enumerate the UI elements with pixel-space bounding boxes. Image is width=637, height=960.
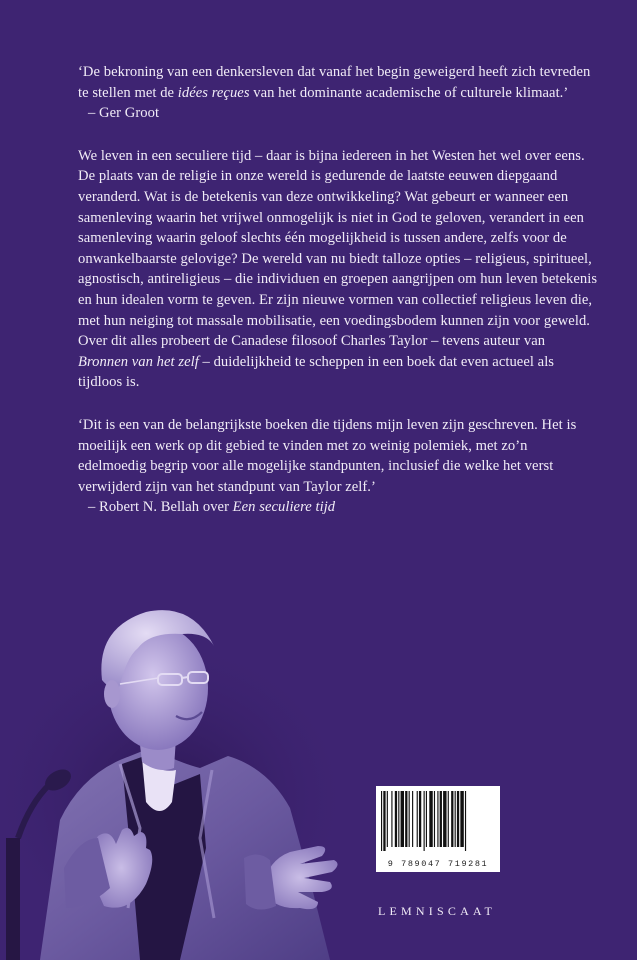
barcode-bars (381, 791, 495, 851)
barcode-bar (381, 791, 382, 851)
barcode-bar (429, 791, 432, 847)
bellah-attribution (78, 497, 598, 518)
bellah-quote: ‘Dit is een van de belangrijkste boeken die tijdens mijn leven zijn geschreven. Het is moeilijk een werk op dit gebied te vinden met zo weinig polemiek, met zo’n edelmoedig begrip voor alle mogelijke standpunten, inclusief die welke het verst verwijderd zijn van het standpunt van Taylor zelf.’ (78, 416, 577, 495)
quote-text: ‘De bekroning van een denkersleven dat vanaf het begin geweigerd heeft zich tevreden te stellen met de (78, 64, 591, 101)
barcode-bar (395, 791, 397, 847)
barcode-bar (391, 791, 392, 847)
barcode-bar (383, 791, 385, 851)
barcode (376, 786, 500, 872)
barcode-bar (417, 791, 418, 847)
book-description (78, 146, 598, 393)
barcode-bar (409, 791, 410, 847)
ger-groot-quote (78, 62, 598, 103)
barcode-bar (457, 791, 459, 847)
description-text: We leven in een seculiere tijd – daar is bijna iedereen in het Westen het wel over eens. De plaats van de religie in onze wereld is gedurende de laatste eeuwen diepgaand veranderd. Wat is de betekenis van deze ontwikkeling? Wat gebeurt er wanneer een samenleving waarin het vrijwel onmogelijk is niet in God te geloven, verandert in een samenleving waarin geloof slechts één mogelijkheid is tussen andere, zelfs voor de onwankelbaarste gelovige? De wereld van nu biedt talloze opties – religieus, spiritueel, agnostisch, antireligieus – die individuen en groepen aangrijpen om hun leven betekenis en hun idealen vorm te geven. Er zijn nieuwe vormen van collectief religieus leven die, met hun neiging tot massale mobilisatie, een voedingsbodem kunnen zijn voor geweld. Over dit alles probeert de Canadese filosoof Charles Taylor – tevens auteur van (78, 147, 598, 350)
barcode-bar (451, 791, 453, 847)
barcode-bar (424, 791, 425, 851)
description-italic-title: Bronnen van het zelf (78, 353, 199, 370)
attribution-italic-title: Een seculiere tijd (232, 499, 336, 516)
description-text-end: – duidelijkheid te scheppen in een boek dat even actueel als tijdloos is. (78, 353, 555, 391)
barcode-bar (412, 791, 413, 847)
isbn-digits: 9 789047 719281 (387, 859, 489, 869)
barcode-bar (401, 791, 404, 847)
barcode-bar (405, 791, 407, 847)
barcode-bar (465, 791, 466, 851)
author-photo (0, 588, 400, 960)
barcode-bar (460, 791, 463, 847)
barcode-bar (448, 791, 449, 847)
barcode-bar (434, 791, 435, 847)
publisher-logo: LEMNISCAAT (378, 904, 497, 918)
attribution-text: – Robert N. Bellah over (88, 499, 233, 516)
barcode-bar (387, 791, 388, 847)
blurb-text-block (78, 62, 598, 518)
quote-italic-phrase: idées reçues (177, 84, 250, 101)
barcode-bar (437, 791, 438, 847)
barcode-bar (440, 791, 442, 847)
barcode-bar (443, 791, 446, 847)
barcode-bar (398, 791, 399, 847)
barcode-bar (455, 791, 456, 847)
quote-attribution: – Ger Groot (88, 105, 160, 122)
barcode-bar (426, 791, 427, 847)
quote-text-end: van het dominante academische of culturele klimaat.’ (249, 84, 569, 101)
barcode-bar (419, 791, 421, 847)
